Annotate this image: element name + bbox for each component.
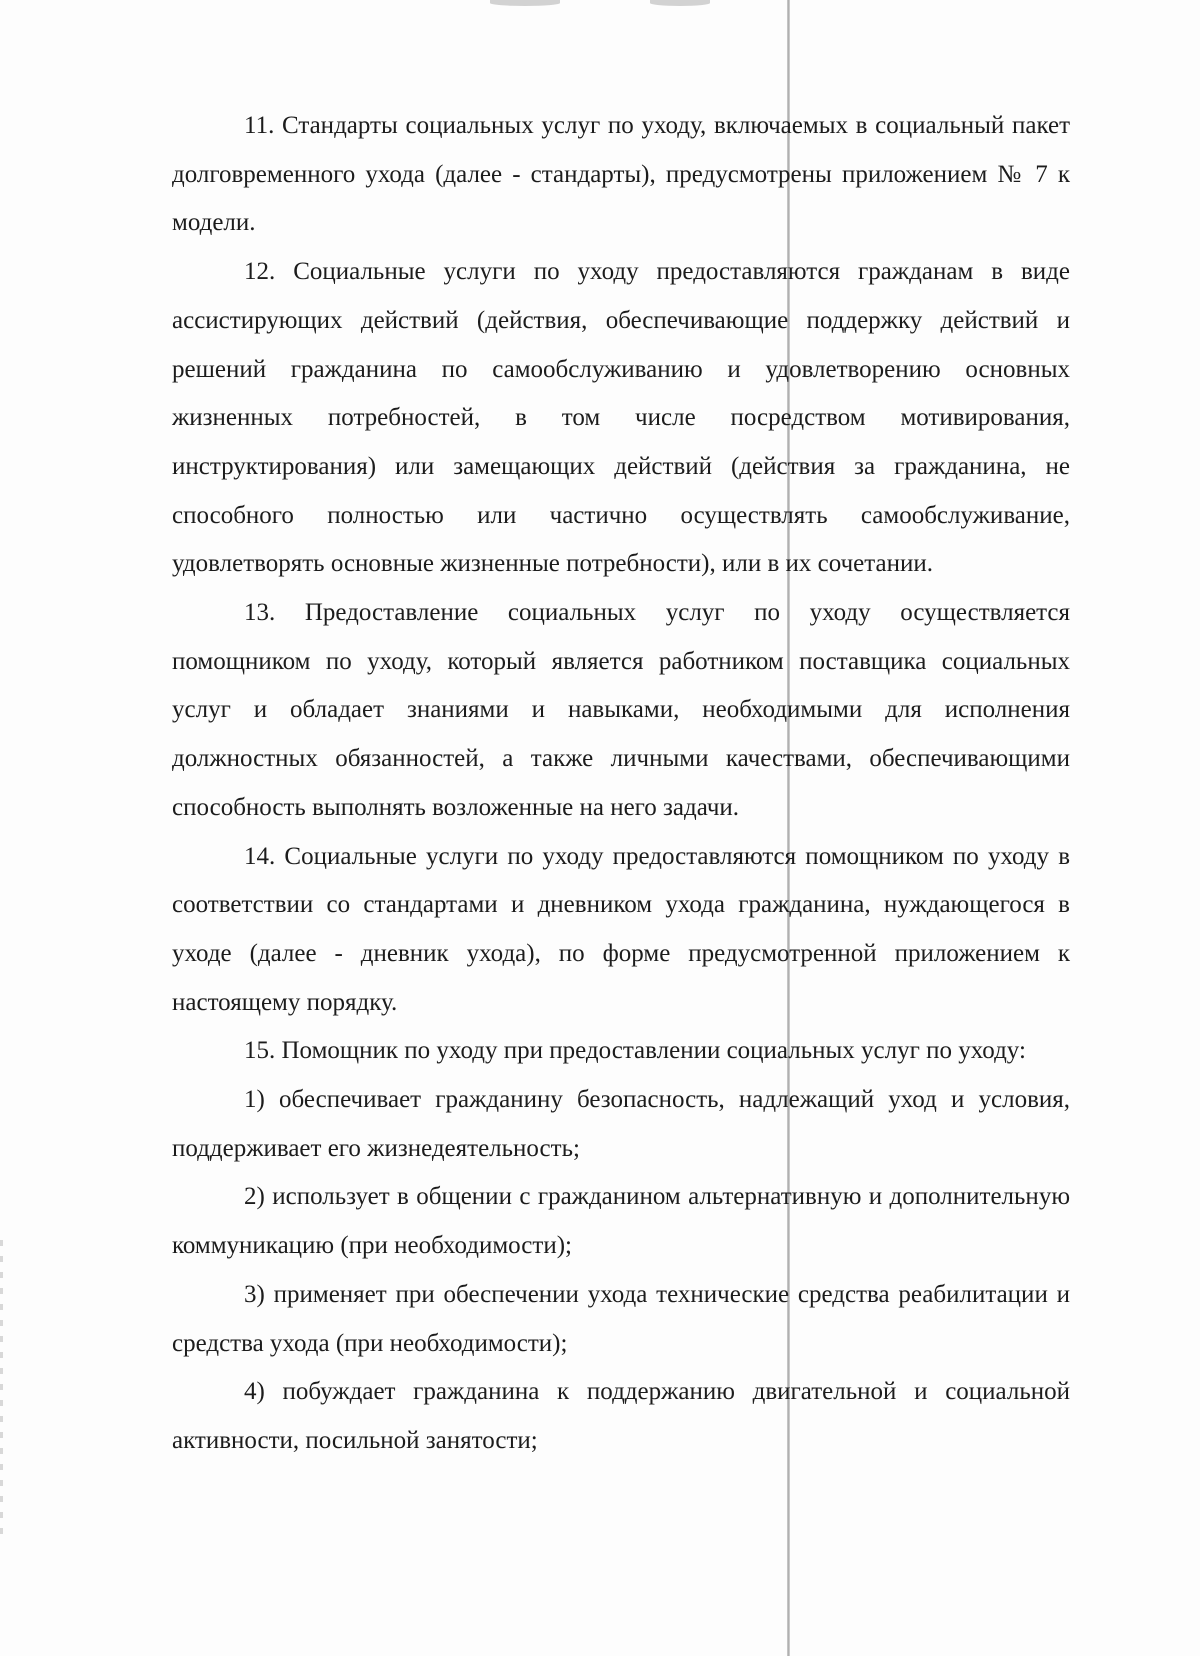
list-item-2: 2) использует в общении с гражданином альтернативную и дополнительную коммуникацию (при необходимости); [172, 1183, 1070, 1260]
paragraph-13: 13. Предоставление социальных услуг по уходу осуществляется помощником по уходу, который является работником поставщика социальных услуг и обладает знаниями и навыками, необходимыми для исполнения должностных обязанностей, а также личными качествами, обеспечивающими способность выполнять возложенные на него задачи. [172, 599, 1070, 821]
paragraph-14: 14. Социальные услуги по уходу предоставляются помощником по уходу в соответствии со стандартами и дневником ухода гражданина, нуждающегося в уходе (далее - дневник ухода), по форме предусмотренной приложением к настоящему порядку. [172, 842, 1070, 1016]
paragraph-12: 12. Социальные услуги по уходу предоставляются гражданам в виде ассистирующих действий (действия, обеспечивающие поддержку действий и решений гражданина по самообслуживанию и удовлетворению основных жизненных потребностей, в том числе посредством мотивирования, инструктирования) или замещающих действий (действия за гражданина, не способного полностью или частично осуществлять самообслуживание, удовлетворять основные жизненные потребности), или в их сочетании. [172, 258, 1070, 578]
paragraph-11: 11. Стандарты социальных услуг по уходу, включаемых в социальный пакет долговременного ухода (далее - стандарты), предусмотрены приложением № 7 к модели. [172, 112, 1070, 237]
list-item-1: 1) обеспечивает гражданину безопасность, надлежащий уход и условия, поддерживает его жизнедеятельность; [172, 1086, 1070, 1162]
scan-edge-marks [0, 1240, 3, 1540]
list-item-4: 4) побуждает гражданина к поддержанию двигательной и социальной активности, посильной занятости; [172, 1378, 1070, 1454]
scan-artifact [490, 0, 560, 6]
list-item-3: 3) применяет при обеспечении ухода технические средства реабилитации и средства ухода (при необходимости); [172, 1280, 1070, 1357]
document-body [172, 102, 1070, 1466]
scan-artifact [650, 0, 710, 6]
paragraph-15: 15. Помощник по уходу при предоставлении социальных услуг по уходу: [244, 1037, 1026, 1065]
